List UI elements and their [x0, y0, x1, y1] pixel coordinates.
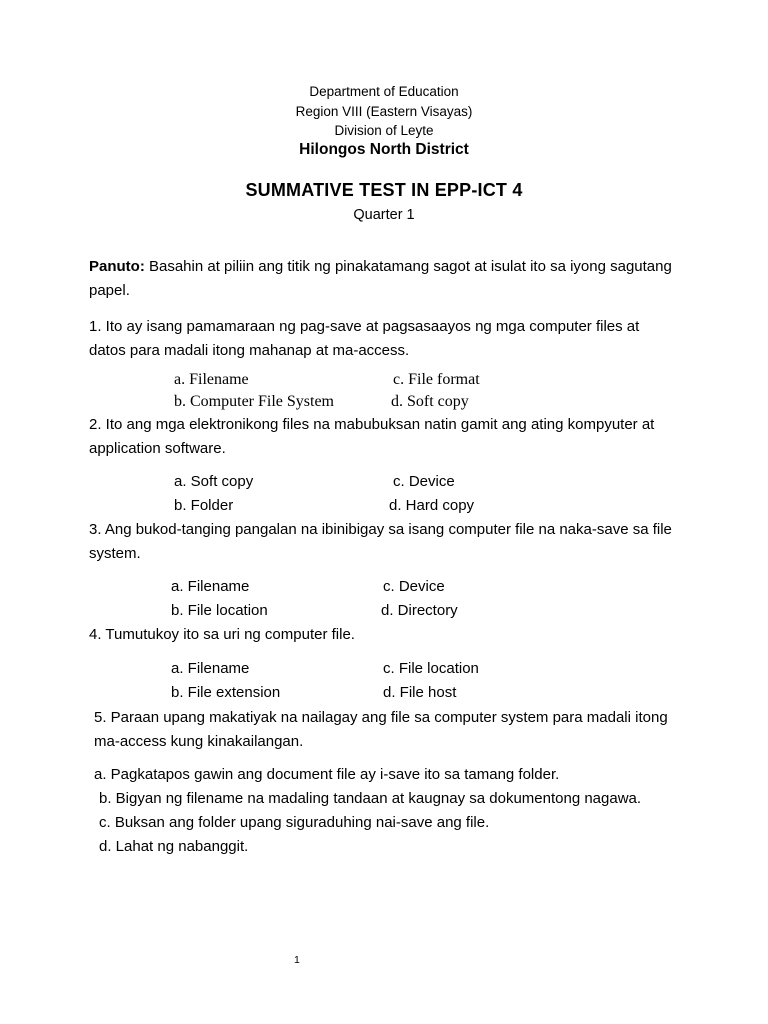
- q4-choice-c: c. File location: [383, 660, 479, 677]
- question-3-text: 3. Ang bukod-tanging pangalan na ibinibigay sa isang computer file na naka-save sa file system.: [89, 521, 672, 562]
- q4-choice-b: b. File extension: [171, 684, 281, 701]
- q5-choice-c: c. Buksan ang folder upang siguraduhing nai-save ang file.: [99, 814, 490, 831]
- q2-choice-a: a. Soft copy: [174, 473, 254, 490]
- region-line: Region VIII (Eastern Visayas): [295, 104, 473, 119]
- quarter-label: Quarter 1: [353, 207, 415, 223]
- q3-choice-c: c. Device: [383, 578, 445, 595]
- instructions-text: Basahin at piliin ang titik ng pinakatamang sagot at isulat ito sa iyong sagutang papel.: [89, 258, 672, 299]
- q1-choice-b: b. Computer File System: [174, 393, 334, 410]
- q5-choice-a: a. Pagkatapos gawin ang document file ay i-save ito sa tamang folder.: [94, 766, 560, 783]
- q3-choice-d: d. Directory: [381, 602, 458, 619]
- test-title: SUMMATIVE TEST IN EPP-ICT 4: [245, 180, 523, 200]
- q3-choice-a: a. Filename: [171, 578, 250, 595]
- question-4-text: 4. Tumutukoy ito sa uri ng computer file.: [89, 626, 355, 643]
- division-line: Division of Leyte: [334, 123, 434, 138]
- page-number: 1: [294, 954, 300, 966]
- q1-choice-d: d. Soft copy: [391, 393, 469, 410]
- q4-choice-d: d. File host: [383, 684, 457, 701]
- q2-choice-d: d. Hard copy: [389, 497, 475, 514]
- q1-choice-c: c. File format: [393, 371, 480, 388]
- question-1-text: 1. Ito ay isang pamamaraan ng pag-save at pagsasaayos ng mga computer files at datos para madali itong mahanap at ma-access.: [89, 318, 640, 359]
- question-5-text: 5. Paraan upang makatiyak na nailagay ang file sa computer system para madali itong ma-access kung kinakailangan.: [94, 709, 668, 750]
- q1-choice-a: a. Filename: [174, 371, 249, 388]
- q2-choice-b: b. Folder: [174, 497, 234, 514]
- instructions-label: Panuto:: [89, 258, 145, 275]
- q5-choice-d: d. Lahat ng nabanggit.: [99, 838, 249, 855]
- q3-choice-b: b. File location: [171, 602, 268, 619]
- q5-choice-b: b. Bigyan ng filename na madaling tandaan at kaugnay sa dokumentong nagawa.: [99, 790, 642, 807]
- q4-choice-a: a. Filename: [171, 660, 250, 677]
- department-line: Department of Education: [309, 84, 459, 99]
- q2-choice-c: c. Device: [393, 473, 455, 490]
- instructions: [89, 255, 679, 303]
- district-line: Hilongos North District: [299, 141, 469, 158]
- question-2-text: 2. Ito ang mga elektronikong files na mabubuksan natin gamit ang ating kompyuter at application software.: [89, 416, 655, 457]
